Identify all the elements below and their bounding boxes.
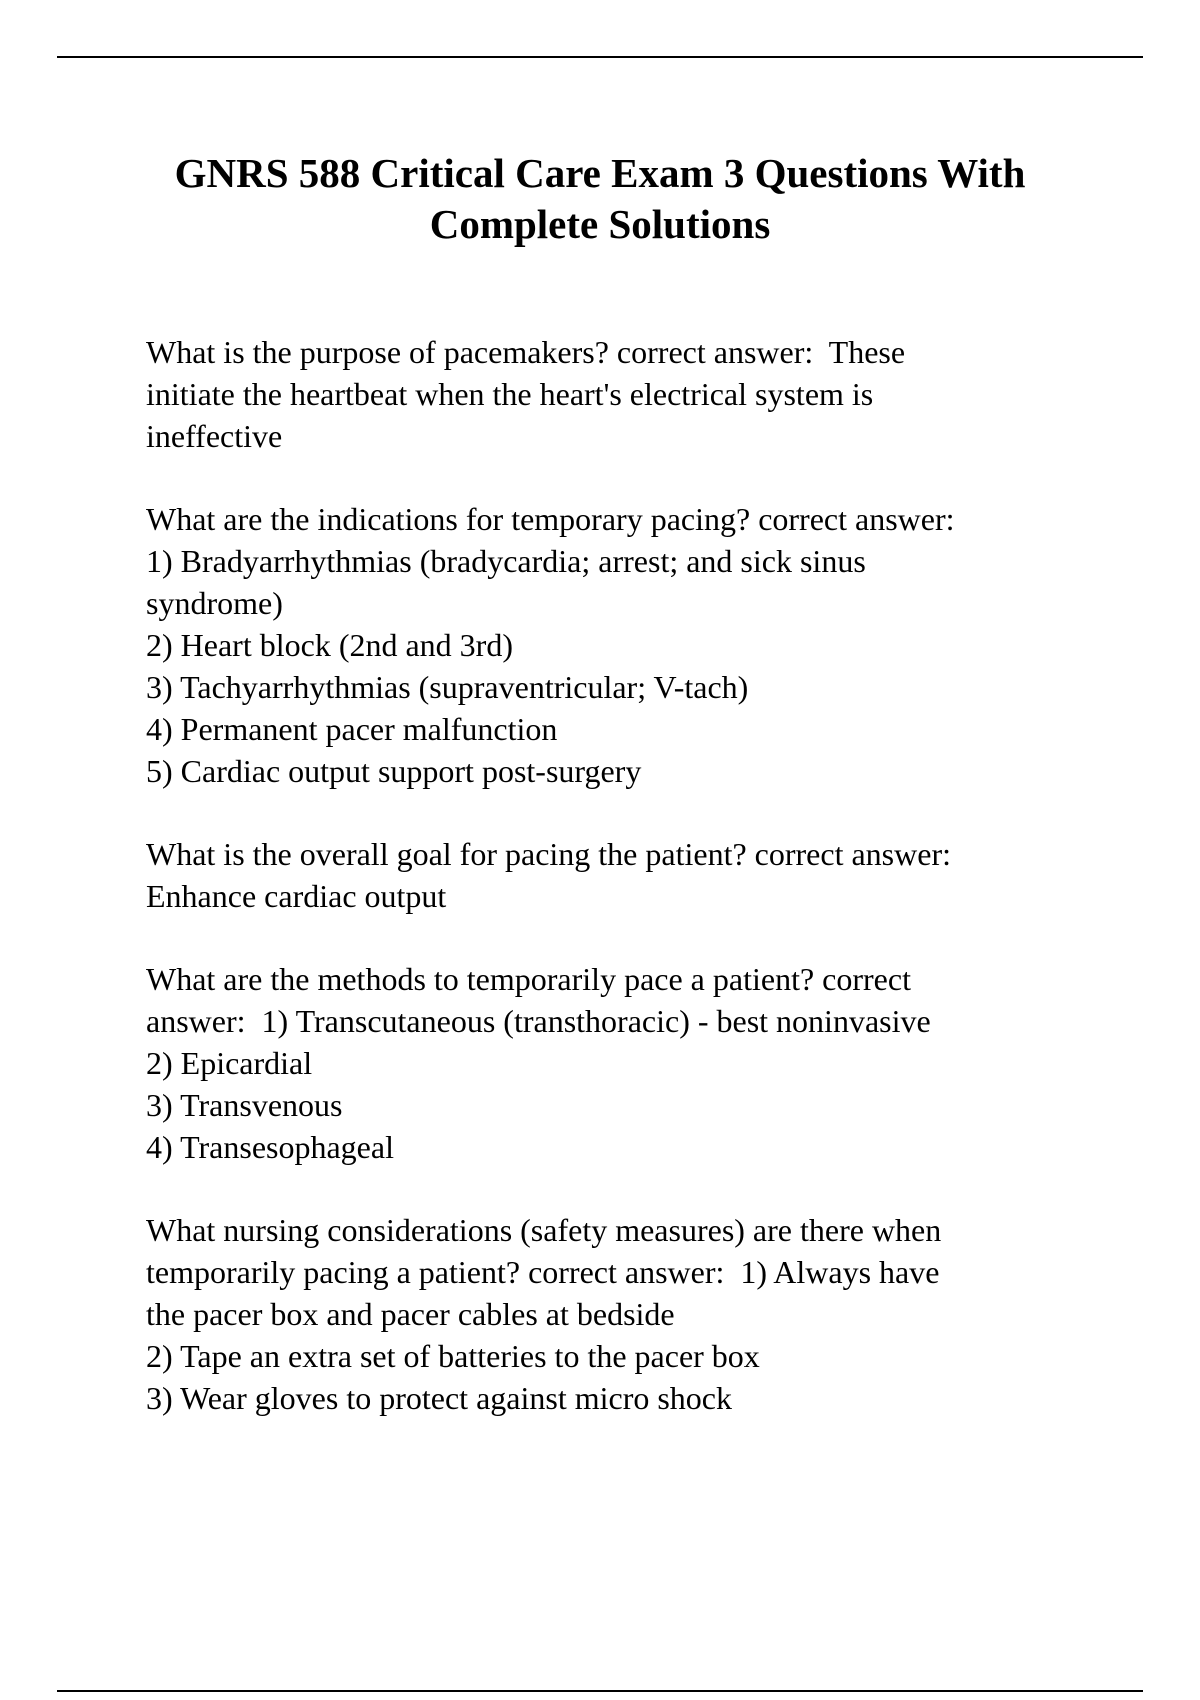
- document-body: [146, 331, 1096, 1460]
- qa-text: [146, 498, 1096, 792]
- text-line: the pacer box and pacer cables at bedside: [146, 1296, 675, 1332]
- text-line: What nursing considerations (safety measures) are there when: [146, 1212, 942, 1248]
- text-line: ineffective: [146, 418, 283, 454]
- text-line: syndrome): [146, 585, 283, 621]
- title-line-1: GNRS 588 Critical Care Exam 3 Questions With: [174, 150, 1026, 196]
- text-line: initiate the heartbeat when the heart's electrical system is: [146, 376, 874, 412]
- text-line: What is the overall goal for pacing the patient? correct answer:: [146, 836, 951, 872]
- qa-text: [146, 331, 1096, 457]
- text-line: 3) Wear gloves to protect against micro shock: [146, 1380, 732, 1416]
- text-line: What are the methods to temporarily pace a patient? correct: [146, 961, 911, 997]
- text-line: temporarily pacing a patient? correct answer: 1) Always have: [146, 1254, 940, 1290]
- text-line: 4) Permanent pacer malfunction: [146, 711, 558, 747]
- text-line: 2) Epicardial: [146, 1045, 313, 1081]
- qa-text: [146, 833, 1096, 917]
- text-line: answer: 1) Transcutaneous (transthoracic) - best noninvasive: [146, 1003, 931, 1039]
- text-line: Enhance cardiac output: [146, 878, 447, 914]
- qa-item-pacing-methods: [146, 958, 1096, 1168]
- text-line: What are the indications for temporary pacing? correct answer:: [146, 501, 955, 537]
- qa-text: [146, 1209, 1096, 1419]
- qa-item-pacing-goal: [146, 833, 1096, 917]
- top-divider: [57, 56, 1143, 58]
- qa-item-temporary-pacing-indications: [146, 498, 1096, 792]
- text-line: What is the purpose of pacemakers? correct answer: These: [146, 334, 906, 370]
- text-line: 2) Tape an extra set of batteries to the pacer box: [146, 1338, 760, 1374]
- bottom-divider: [57, 1690, 1143, 1692]
- qa-item-pacemaker-purpose: [146, 331, 1096, 457]
- text-line: 3) Transvenous: [146, 1087, 343, 1123]
- document-title: [100, 148, 1100, 250]
- text-line: 5) Cardiac output support post-surgery: [146, 753, 642, 789]
- text-line: 1) Bradyarrhythmias (bradycardia; arrest; and sick sinus: [146, 543, 866, 579]
- title-line-2: Complete Solutions: [429, 201, 771, 247]
- qa-item-nursing-considerations: [146, 1209, 1096, 1419]
- text-line: 3) Tachyarrhythmias (supraventricular; V-tach): [146, 669, 749, 705]
- qa-text: [146, 958, 1096, 1168]
- text-line: 4) Transesophageal: [146, 1129, 394, 1165]
- text-line: 2) Heart block (2nd and 3rd): [146, 627, 513, 663]
